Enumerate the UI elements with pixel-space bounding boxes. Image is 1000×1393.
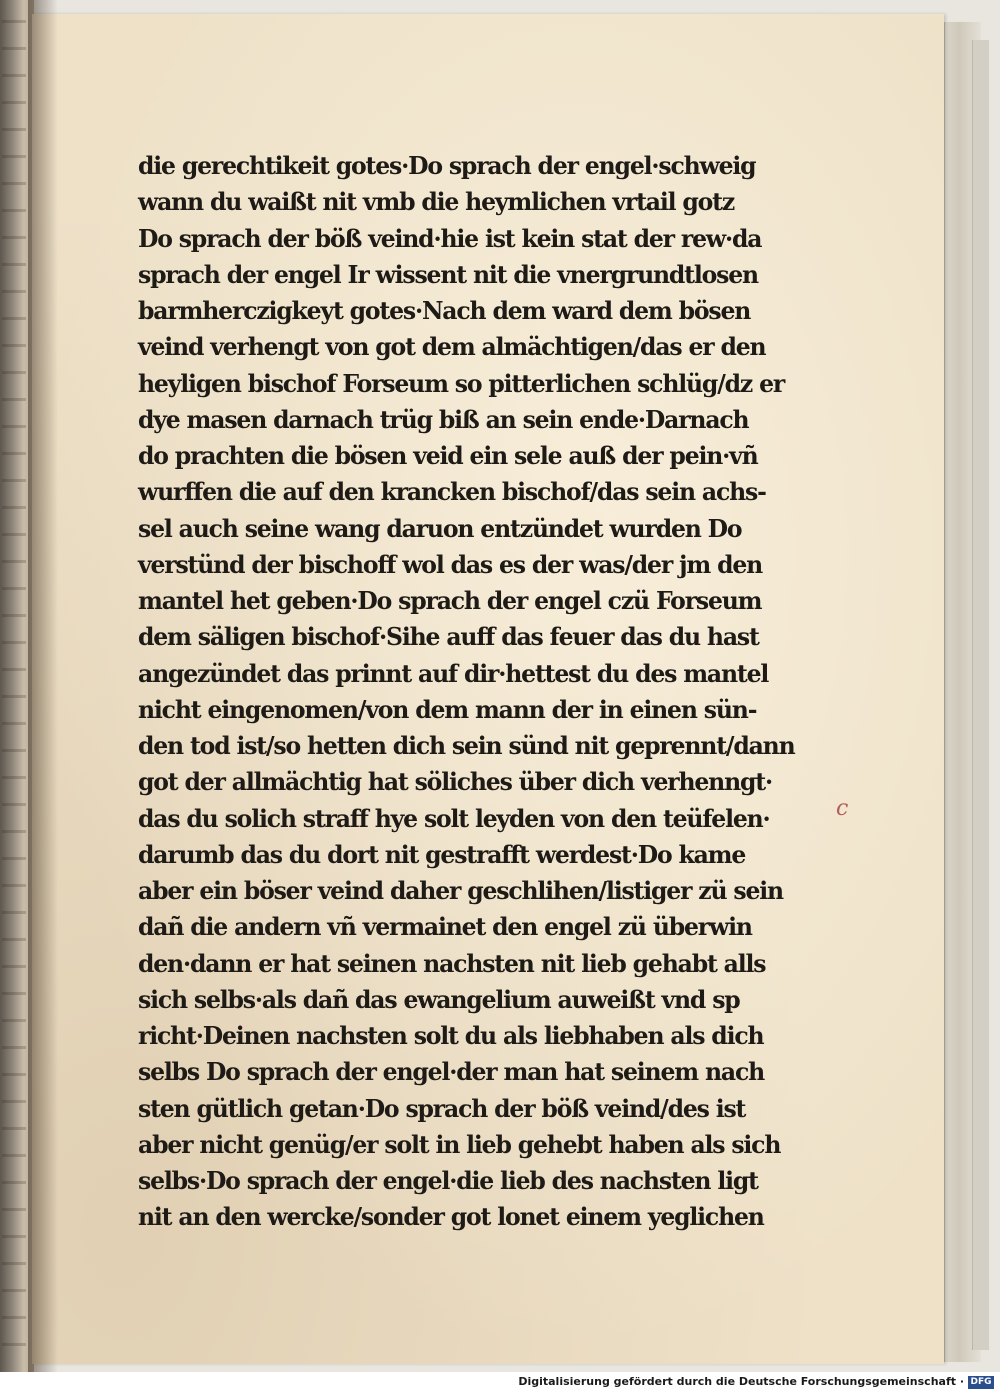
margin-annotation: c: [836, 796, 849, 821]
text-line: sten gütlich getan·Do sprach der böß veind/des ist: [138, 1093, 746, 1123]
footer-bar: [0, 1372, 1000, 1393]
text-line: sich selbs·als dañ das ewangelium auweißt vnd sp: [138, 984, 740, 1014]
text-line: selbs·Do sprach der engel·die lieb des nachsten ligt: [138, 1166, 758, 1195]
text-line: nit an den wercke/sonder got lonet einem yeglichen: [138, 1202, 764, 1232]
funding-credit: Digitalisierung gefördert durch die Deutsche Forschungsgemeinschaft ·: [518, 1375, 964, 1388]
text-line: sprach der engel Ir wissent nit die vnergrundtlosen: [138, 259, 758, 289]
text-line: mantel het geben·Do sprach der engel czü Forseum: [138, 586, 762, 615]
text-line: got der allmächtig hat söliches über dich verhenngt·: [138, 767, 772, 797]
text-line: wurffen die auf den krancken bischof/das sein achs-: [138, 477, 766, 507]
left-page-text-fragment: [2, 20, 26, 1350]
text-line: dañ die andern vñ vermainet den engel zü überwin: [138, 912, 752, 942]
text-line: sel auch seine wang daruon entzündet wurden Do: [138, 513, 742, 543]
text-line: barmherczigkeyt gotes·Nach dem ward dem bösen: [138, 296, 751, 325]
text-line: den·dann er hat seinen nachsten nit lieb gehabt alls: [138, 948, 766, 978]
page-text-block: [138, 148, 838, 1236]
text-line: do prachten die bösen veid ein sele auß der pein·vñ: [138, 441, 758, 470]
text-line: angezündet das prinnt auf dir·hettest du des mantel: [138, 658, 769, 688]
text-line: wann du waißt nit vmb die heymlichen vrtail gotz: [138, 187, 735, 217]
gutter-shadow: [28, 0, 58, 1372]
text-line: aber nicht genüg/er solt in lieb gehebt haben als sich: [138, 1129, 781, 1159]
text-line: nicht eingenomen/von dem mann der in einen sün-: [138, 694, 757, 724]
text-line: veind verhengt von got dem almächtigen/das er den: [138, 332, 766, 362]
right-page-stack-edge-back: [972, 40, 989, 1350]
text-line: aber ein böser veind daher geschlihen/listiger zü sein: [138, 876, 783, 905]
text-line: das du solich straff hye solt leyden von den teüfelen·: [138, 803, 770, 833]
dfg-logo: DFG: [968, 1376, 994, 1389]
text-line: Do sprach der böß veind·hie ist kein stat der rew·da: [138, 223, 762, 253]
text-line: selbs Do sprach der engel·der man hat seinem nach: [138, 1057, 765, 1087]
text-line: darumb das du dort nit gestrafft werdest·Do kame: [138, 839, 746, 869]
text-line: den tod ist/so hetten dich sein sünd nit geprennt/dann: [138, 731, 795, 760]
text-line: richt·Deinen nachsten solt du als liebhaben als dich: [138, 1021, 764, 1050]
text-line: verstünd der bischoff wol das es der was/der jm den: [138, 549, 763, 579]
text-line: dem säligen bischof·Sihe auff das feuer das du hast: [138, 622, 759, 652]
text-line: heyligen bischof Forseum so pitterlichen schlüg/dz er: [138, 368, 785, 398]
text-line: dye masen darnach trüg biß an sein ende·Darnach: [138, 404, 749, 434]
text-line: die gerechtikeit gotes·Do sprach der engel·schweig: [138, 151, 756, 180]
